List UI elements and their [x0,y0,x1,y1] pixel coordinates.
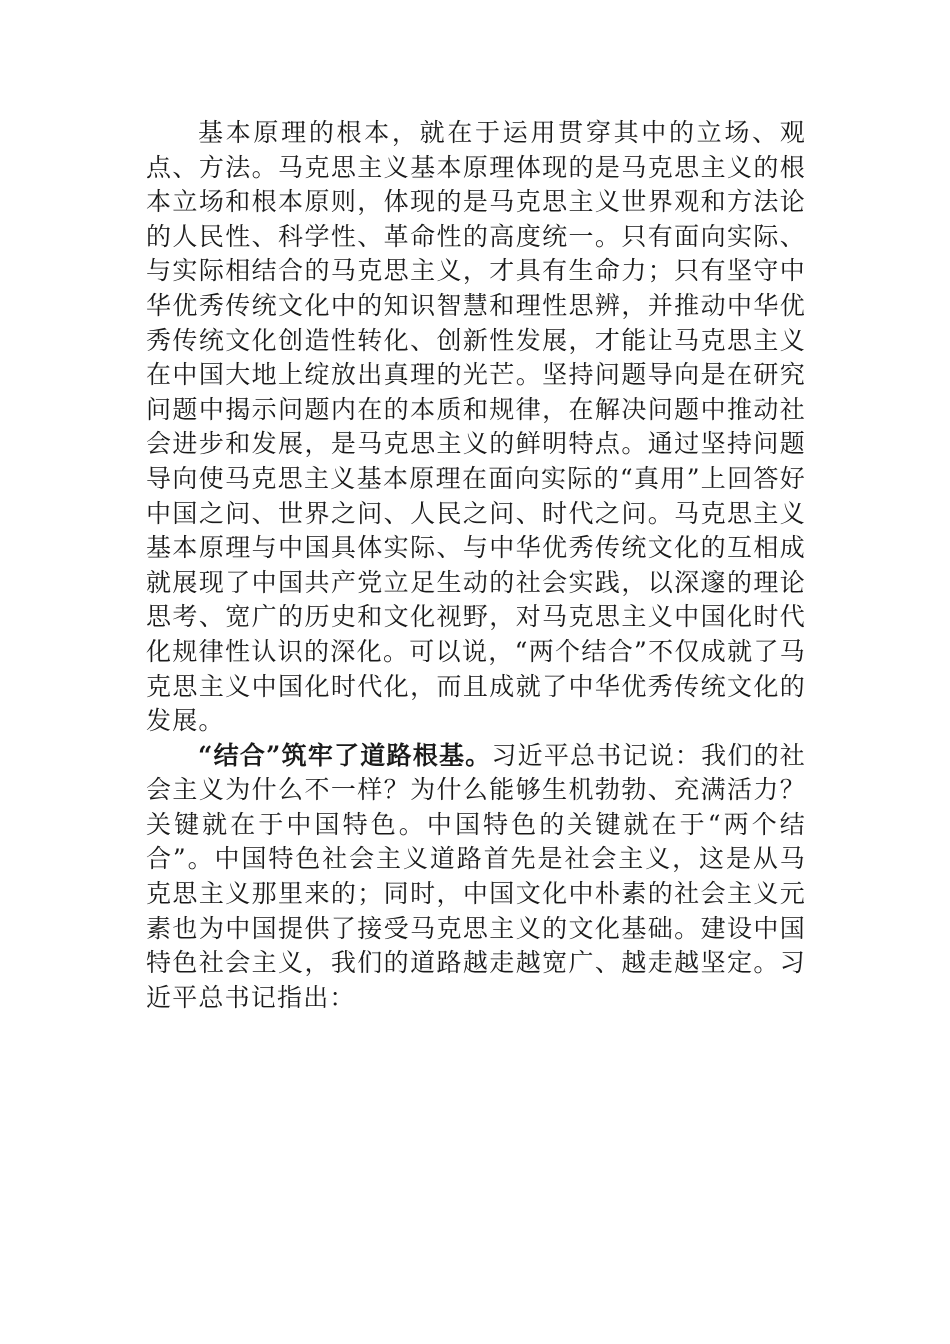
paragraph-2 [146,739,806,1016]
paragraph-2-heading: “结合”筑牢了道路根基。 [198,740,492,770]
document-body [146,116,806,1015]
paragraph-1 [146,116,806,739]
paragraph-2-text: 习近平总书记说：我们的社会主义为什么不一样？为什么能够生机勃勃、充满活力？关键就在于中国特色。中国特色的关键就在于“两个结合”。中国特色社会主义道路首先是社会主义，这是从马克思主义那里来的；同时，中国文化中朴素的社会主义元素也为中国提供了接受马克思主义的文化基础。建设中国特色社会主义，我们的道路越走越宽广、越走越坚定。习近平总书记指出： [146,740,806,1012]
paragraph-1-text: 基本原理的根本，就在于运用贯穿其中的立场、观点、方法。马克思主义基本原理体现的是马克思主义的根本立场和根本原则，体现的是马克思主义世界观和方法论的人民性、科学性、革命性的高度统一。只有面向实际、与实际相结合的马克思主义，才具有生命力；只有坚守中华优秀传统文化中的知识智慧和理性思辨，并推动中华优秀传统文化创造性转化、创新性发展，才能让马克思主义在中国大地上绽放出真理的光芒。坚持问题导向是在研究问题中揭示问题内在的本质和规律，在解决问题中推动社会进步和发展，是马克思主义的鲜明特点。通过坚持问题导向使马克思主义基本原理在面向实际的“真用”上回答好中国之问、世界之问、人民之问、时代之问。马克思主义基本原理与中国具体实际、与中华优秀传统文化的互相成就展现了中国共产党立足生动的社会实践，以深邃的理论思考、宽广的历史和文化视野，对马克思主义中国化时代化规律性认识的深化。可以说，“两个结合”不仅成就了马克思主义中国化时代化，而且成就了中华优秀传统文化的发展。 [146,118,806,736]
